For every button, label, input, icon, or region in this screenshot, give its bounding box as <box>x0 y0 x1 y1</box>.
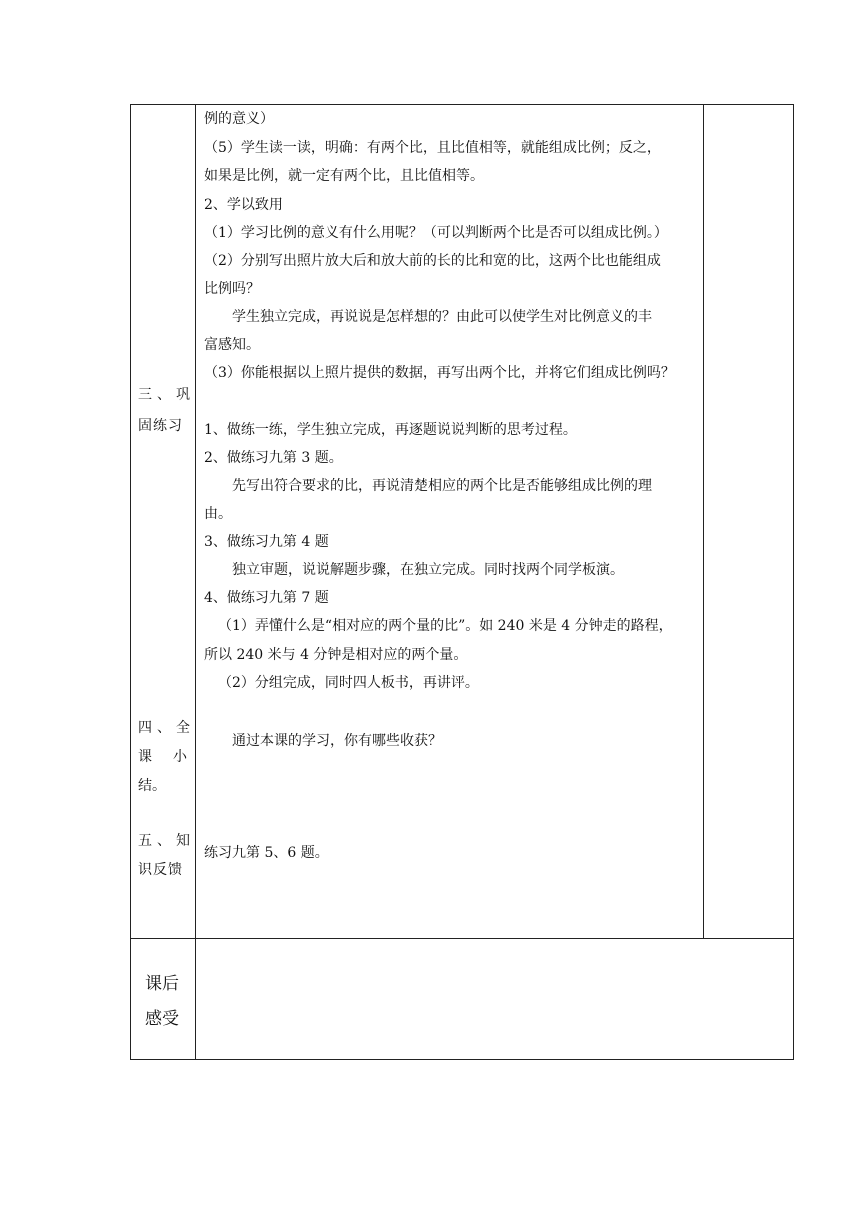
content-line: 2、学以致用 <box>204 197 283 213</box>
content-line: 1、做练一练，学生独立完成，再逐题说说判断的思考过程。 <box>204 422 577 438</box>
table-border-top <box>130 104 794 105</box>
content-line: （3）你能根据以上照片提供的数据，再写出两个比，并将它们组成比例吗？ <box>204 365 675 381</box>
content-line: （2）分别写出照片放大后和放大前的长的比和宽的比，这两个比也能组成 <box>204 253 661 269</box>
content-line: （5）学生读一读，明确：有两个比，且比值相等，就能组成比例；反之， <box>204 140 661 156</box>
table-border-bottom <box>130 1059 794 1060</box>
content-line: 3、做练习九第 4 题 <box>204 534 329 550</box>
content-line: （1）弄懂什么是“相对应的两个量的比”。如 240 米是 4 分钟走的路程， <box>218 618 673 634</box>
content-line: 独立审题，说说解题步骤，在独立完成。同时找两个同学板演。 <box>232 562 624 578</box>
content-line: 所以 240 米与 4 分钟是相对应的两个量。 <box>204 647 468 663</box>
section-3-label-line1: 三、巩 <box>138 387 195 403</box>
content-line: （1）学习比例的意义有什么用呢？（可以判断两个比是否可以组成比例。） <box>204 225 668 241</box>
section-4-label-line2a: 课 <box>138 749 152 765</box>
after-class-label-line2: 感受 <box>145 1009 179 1029</box>
content-line: 通过本课的学习，你有哪些收获？ <box>232 733 442 749</box>
section-3-label-line2: 固练习 <box>138 418 183 434</box>
content-line: 先写出符合要求的比，再说清楚相应的两个比是否能够组成比例的理 <box>232 478 652 494</box>
content-line: 比例吗？ <box>204 281 260 297</box>
content-line: 由。 <box>204 506 232 522</box>
content-line: 学生独立完成，再说说是怎样想的？由此可以使学生对比例意义的丰 <box>232 309 652 325</box>
section-4-label-line2b: 小 <box>173 749 187 765</box>
content-line: （2）分组完成，同时四人板书，再讲评。 <box>218 675 479 691</box>
content-line: 例的意义） <box>204 111 274 127</box>
content-line: 4、做练习九第 7 题 <box>204 590 329 606</box>
content-line: 2、做练习九第 3 题。 <box>204 450 343 466</box>
section-4-label-line1: 四、全 <box>138 720 195 736</box>
table-border-left <box>130 104 131 1060</box>
section-4-label-line3: 结。 <box>138 778 166 794</box>
content-line: 富感知。 <box>204 337 260 353</box>
section-5-label-line2: 识反馈 <box>138 862 183 878</box>
after-class-label-line1: 课后 <box>145 974 179 994</box>
section-5-label-line1: 五、知 <box>138 833 195 849</box>
content-line: 如果是比例，就一定有两个比，且比值相等。 <box>204 168 484 184</box>
column-divider-2 <box>703 104 704 939</box>
row-divider <box>130 938 794 939</box>
table-border-right <box>793 104 794 1060</box>
content-line: 练习九第 5、6 题。 <box>204 845 329 861</box>
column-divider-1 <box>195 104 196 1060</box>
